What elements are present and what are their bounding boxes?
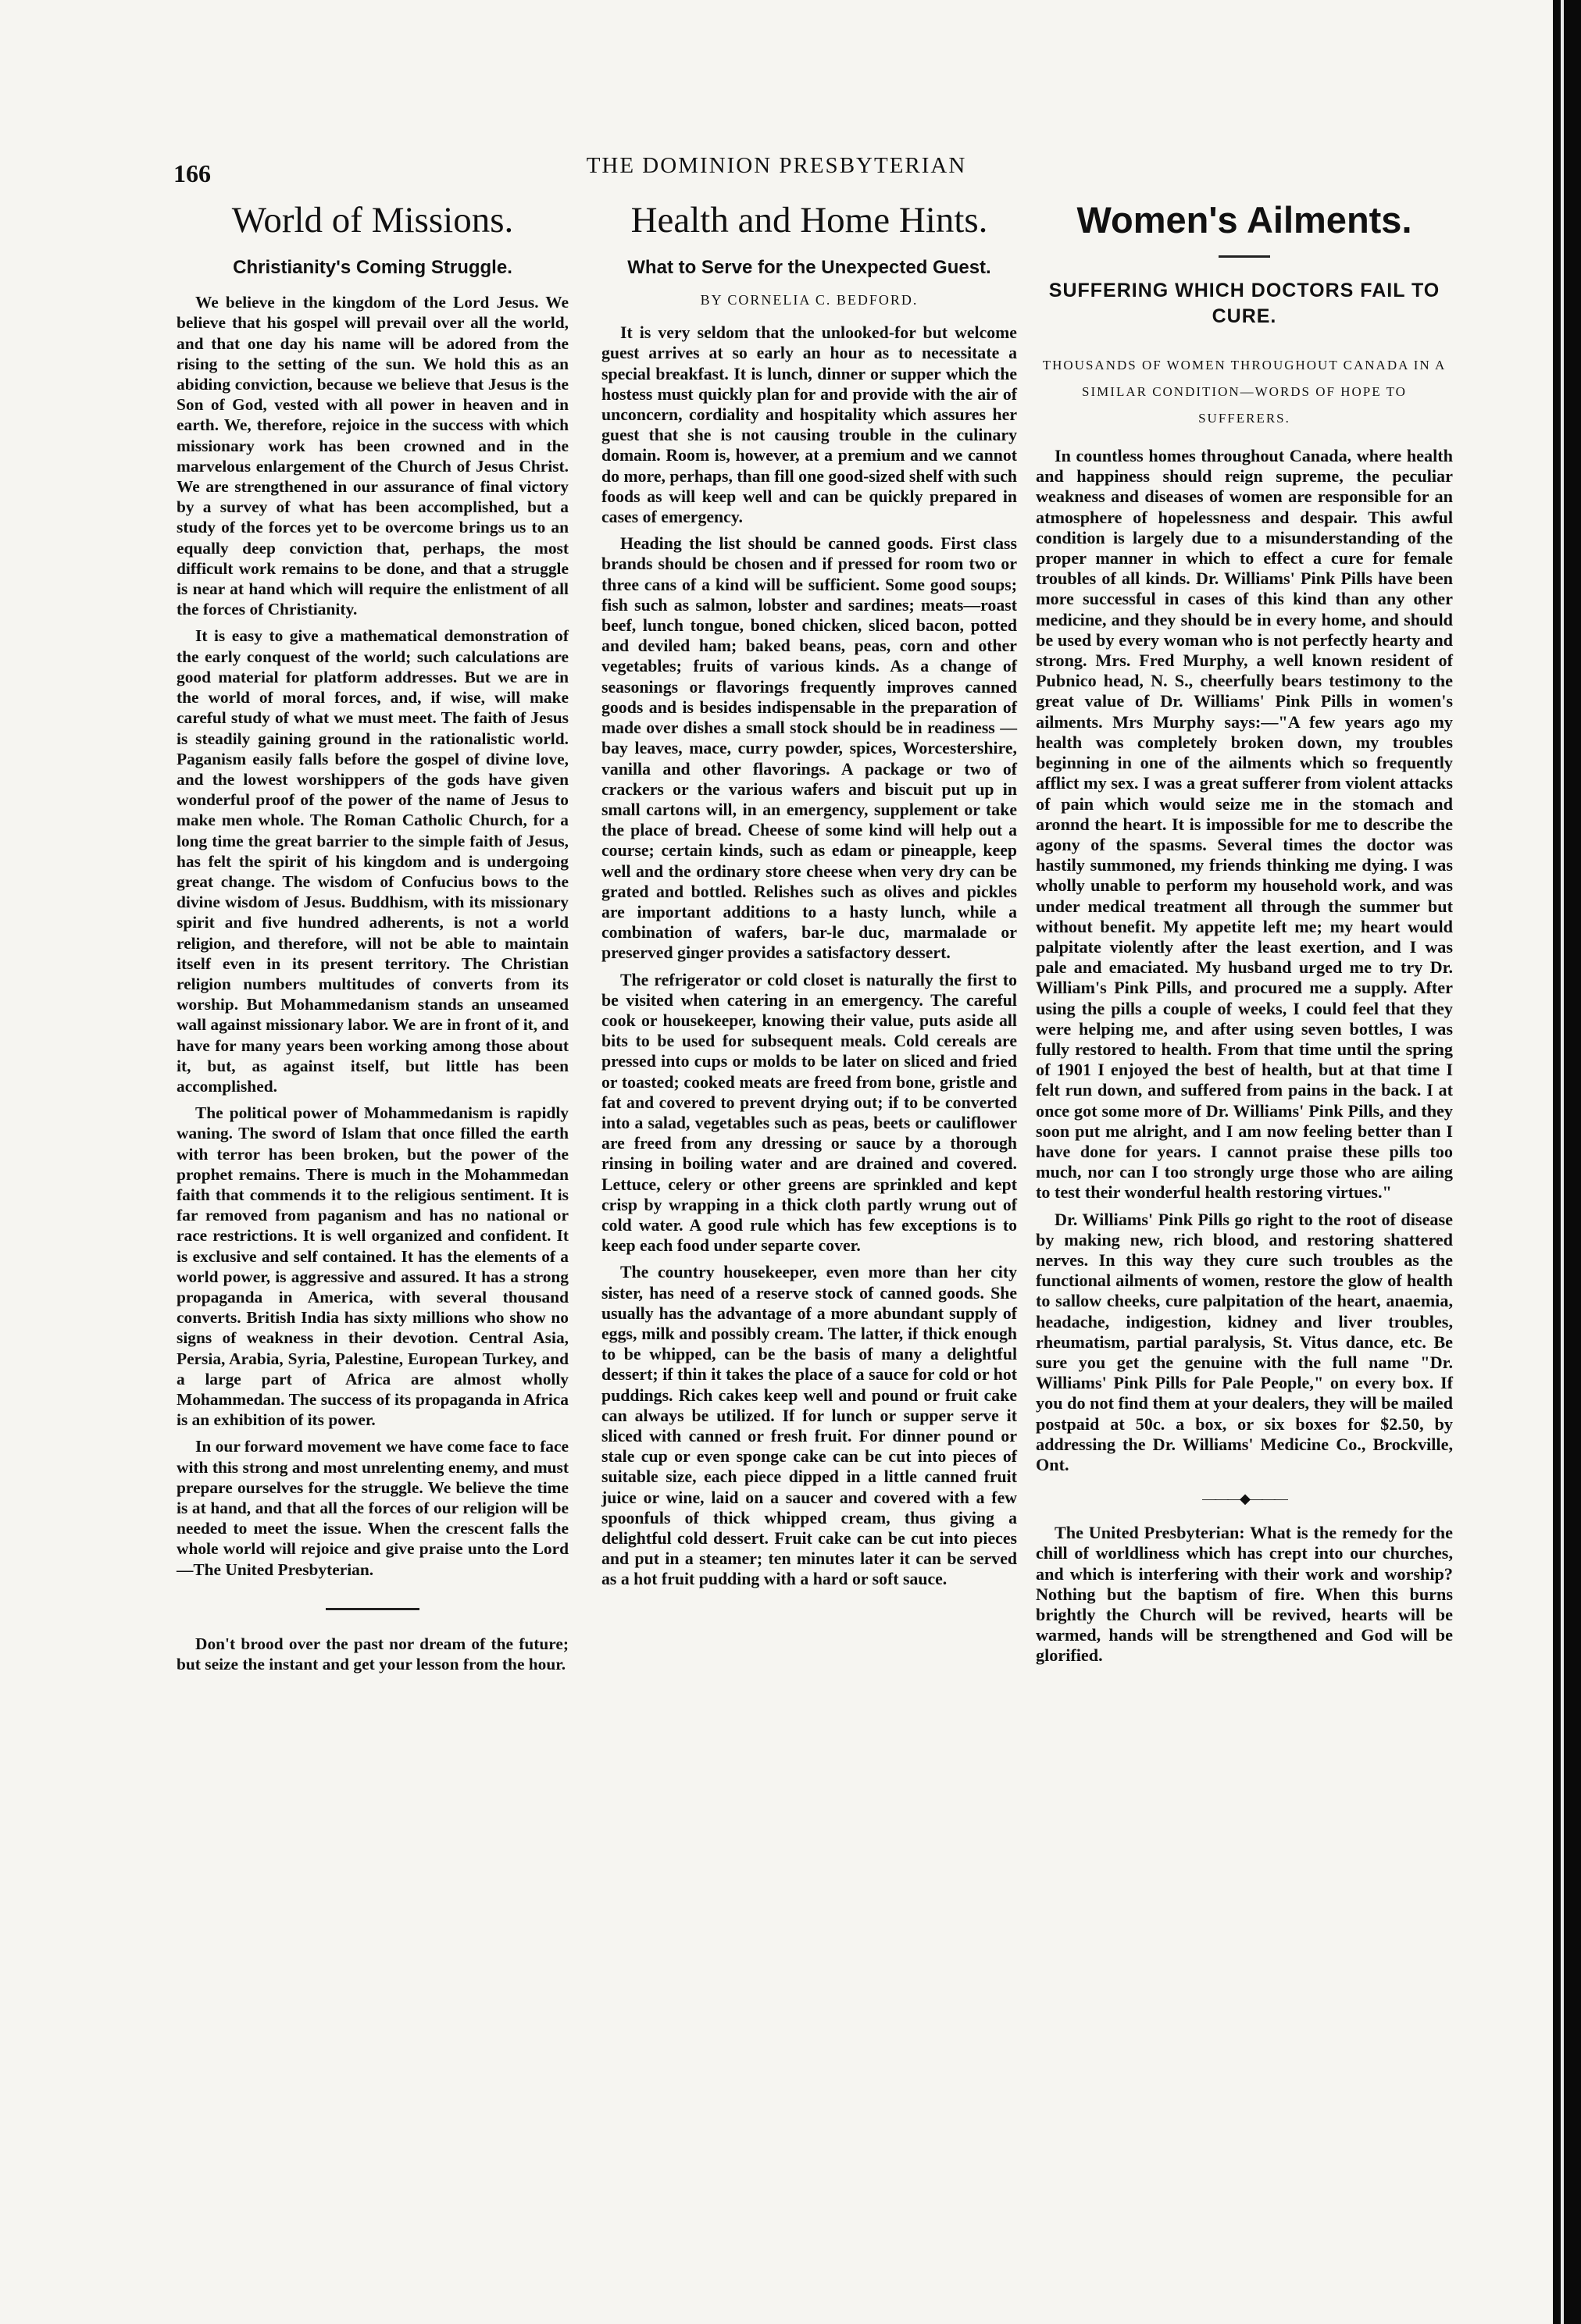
page-number: 166 (173, 159, 211, 187)
article-paragraph: Heading the list should be canned goods. First class brands should be chosen and if pressed for room two or three cans of a kind will be sufficient. Some good soups; fish such as salmon, lobster and sardines; meats—roast beef, lunch tongue, boned chicken, sliced bacon, potted and deviled ham; baked beans, peas, corn and other vegetables; fruits of various kinds. As a change of seasonings or flavorings frequently improves canned goods and is besides indispensable in the preparation of made over dishes a small stock should be in readiness —bay leaves, mace, curry powder, spices, Worcestershire, vanilla and other flavorings. A package or two of crackers or the various wafers and biscuit put up in small cartons will, in an emergency, supplement or take the place of bread. Cheese of some kind will help out a course; certain kinds, such as edam or pineapple, keep well and the ordinary store cheese when very dry can be grated and bottled. Relishes such as olives and pickles are important additions to a hasty lunch, while a combination of wafers, bar-le duc, marmalade or preserved ginger provides a satisfactory dessert. (601, 534, 1017, 963)
column-title: World of Missions. (231, 200, 514, 241)
footer-note: Don't brood over the past nor dream of the future; but seize the instant and get your lesson from the hour. (177, 1634, 569, 1674)
running-head: THE DOMINION PRESBYTERIAN (586, 153, 967, 178)
article-subhead: What to Serve for the Unexpected Guest. (627, 257, 991, 279)
column-title: Health and Home Hints. (630, 200, 988, 241)
column-world-of-missions (177, 199, 569, 1674)
section-divider (326, 1608, 419, 1610)
article-paragraph: The refrigerator or cold closet is naturally the first to be visited when catering in an emergency. The careful cook or housekeeper, knowing their value, puts aside all bits to be used for subsequent meals. Cold cereals are pressed into cups or molds to be later on sliced and fried or toasted; cooked meats are freed from bone, gristle and fat and covered to prevent drying out; if to be converted into a salad, vegetables such as peas, beets or cauliflower are freed from any dressing or sauce by a thorough rinsing in boiling water and are drained and covered. Lettuce, celery or other greens are sprinkled and kept crisp by wrapping in a thick cloth partly wrung out of cold water. A good rule which has few exceptions is to keep each food under separte cover. (601, 970, 1017, 1256)
article-paragraph: It is easy to give a mathematical demonstration of the early conquest of the world; such calculations are good material for platform addresses. But we are in the world of moral forces, and, if wise, will make careful study of what we must meet. The faith of Jesus is steadily gaining ground in the rationalistic world. Paganism easily falls before the gospel of divine love, and the lowest worshippers of the gods have given wonderful proof of the power of the name of Jesus to make men whole. The Roman Catholic Church, for a long time the great barrier to the simple faith of Jesus, has felt the spirit of his kingdom and is undergoing great change. The wisdom of Confucius bows to the divine wisdom of Jesus. Buddhism, with its missionary spirit and five hundred adherents, is not a world religion, and therefore, will not be able to maintain itself even in its present territory. The Christian religion numbers multitudes of converts from its worship. But Mohammedanism stands an unseamed wall against missionary labor. We are in front of it, and have for many years been working among those about it, but, as against itself, but little has been accomplished. (177, 626, 569, 1096)
article-paragraph: It is very seldom that the unlooked-for but welcome guest arrives at so early an hour as to necessitate a special breakfast. It is lunch, dinner or supper which the hostess must quickly plan for and provide with the air of unconcern, cordiality and hospitality which assures her guest that she is not causing trouble in the culinary domain. Room is, however, at a premium and we cannot do more, perhaps, than fill one good-sized shelf with such foods as will keep well and can be quickly prepared in cases of emergency. (601, 323, 1017, 527)
column-title: Women's Ailments. (1076, 199, 1412, 241)
article-paragraph: The political power of Mohammedanism is rapidly waning. The sword of Islam that once filled the earth with terror has been broken, but the power of the prophet remains. There is much in the Mohammedan faith that commends it to the religious sentiment. It is far removed from paganism and has no national or race restrictions. It is well organized and confident. It is exclusive and self contained. It has the elements of a world power, is aggressive and assured. It has a strong propaganda in America, with several thousand converts. British India has sixty millions who show no signs of weakness in their devotion. Central Asia, Persia, Arabia, Syria, Palestine, European Turkey, and a large part of Africa are almost wholly Mohammedan. The success of its propaganda in Africa is an exhibition of its power. (177, 1103, 569, 1430)
title-rule (1219, 255, 1270, 258)
footer-note: The United Presbyterian: What is the remedy for the chill of worldliness which has crept into our churches, and which is interfering with their work and worship? Nothing but the baptism of fire. When this burns brightly the Church will be revived, hearts will be warmed, hands will be strengthened and God will be glorified. (1036, 1523, 1453, 1666)
ornament-divider: ———◆——— (1202, 1491, 1287, 1507)
article-byline: BY CORNELIA C. BEDFORD. (700, 292, 919, 308)
scan-edge (1553, 0, 1581, 2324)
article-paragraph: In countless homes throughout Canada, where health and happiness should reign supreme, the peculiar weakness and diseases of women are responsible for an atmosphere of hopelessness and despair. This awful condition is largely due to a misunderstanding of the proper manner in which to effect a cure for female troubles of all kinds. Dr. Williams' Pink Pills have been more successful in cases of this kind than any other medicine, and they should be in every home, and should be used by every woman who is not perfectly hearty and strong. Mrs. Fred Murphy, a well known resident of Pubnico head, N. S., cheerfully bears testimony to the great value of Dr. Williams' Pink Pills in women's ailments. Mrs Murphy says:—"A few years ago my health was completely broken down, my troubles beginning in one of the ailments which so frequently afflict my sex. I was a great sufferer from violent attacks of pain which would seize me in the stomach and aronnd the heart. It is impossible for me to describe the agony of the spasms. Several times the doctor was hastily summoned, my friends thinking me dying. I was wholly unable to perform my household work, and was under medical treatment all through the summer but without benefit. My appetite left me; my heart would palpitate violently after the least exertion, and I was pale and emaciated. My husband urged me to try Dr. William's Pink Pills, and procured me a supply. After using the pills a couple of weeks, I could feel that they were helping me, and after using seven bottles, I was fully restored to health. From that time until the spring of 1901 I enjoyed the best of health, but at that time I felt run down, and suffered from pains in the back. I at once got some more of Dr. Williams' Pink Pills, and they soon put me alright, and I am now feeling better than I have done for years. I cannot praise these pills too much, nor can I too strongly urge those who are ailing to test their wonderful health restoring virtues." (1036, 446, 1453, 1203)
column-womens-ailments (1036, 199, 1453, 1666)
article-paragraph: Dr. Williams' Pink Pills go right to the root of disease by making new, rich blood, and restoring shattered nerves. In this way they cure such troubles as the functional ailments of women, restore the glow of health to sallow cheeks, cure palpitation of the heart, anaemia, headache, indigestion, kidney and liver troubles, rheumatism, partial paralysis, St. Vitus dance, etc. Be sure you get the genuine with the full name "Dr. Williams' Pink Pills for Pale People," on every box. If you do not find them at your dealers, they will be mailed postpaid at 50c. a box, or six boxes for $2.50, by addressing the Dr. Williams' Medicine Co., Brockville, Ont. (1036, 1209, 1453, 1474)
article-paragraph: In our forward movement we have come face to face with this strong and most unrelenting enemy, and must prepare ourselves for the struggle. We believe the time is at hand, and that all the forces of our religion will be needed to meet the issue. When the crescent falls the whole world will rejoice and give praise unto the Lord—The United Presbyterian. (177, 1437, 569, 1579)
article-subhead: Christianity's Coming Struggle. (233, 257, 512, 279)
scan-edge-line (1561, 0, 1564, 2324)
column-health-and-home (601, 199, 1017, 1590)
article-deck: THOUSANDS OF WOMEN THROUGHOUT CANADA IN A SIMILAR CONDITION—WORDS OF HOPE TO SUFFERERS. (1042, 358, 1447, 426)
article-paragraph: The country housekeeper, even more than her city sister, has need of a reserve stock of canned goods. She usually has the advantage of a more abundant supply of eggs, milk and possibly cream. The latter, if thick enough to be whipped, can be the basis of many a delightful dessert; if thin it takes the place of a sauce for cold or hot puddings. Rich cakes keep well and pound or fruit cake can always be utilized. If for lunch or supper serve it sliced with canned or fresh fruit. For dinner pound or stale cup or even sponge cake can be cut into pieces of suitable size, each piece dipped in a little canned fruit juice or wine, laid on a saucer and covered with a few spoonfuls of thick whipped cream, thus giving a delightful cold dessert. Fruit cake can be cut into pieces and put in a steamer; ten minutes later it can be served as a hot fruit pudding with a hard or soft sauce. (601, 1263, 1017, 1589)
article-paragraph: We believe in the kingdom of the Lord Jesus. We believe that his gospel will prevail over all the world, and that one day his name will be adored from the rising to the setting of the sun. We hold this as an abiding conviction, because we believe that Jesus is the Son of God, vested with all power in heaven and in earth. We, therefore, rejoice in the success with which missionary work has been crowned and in the marvelous enlargement of the Church of Jesus Christ. We are strengthened in our assurance of final victory by a survey of what has been accomplished, but a study of the forces yet to be overcome brings us to an equally deep conviction that, perhaps, the most difficult work remains to be done, and that a struggle is near at hand which will require the enlistment of all the forces of Christianity. (177, 293, 569, 619)
article-subhead: SUFFERING WHICH DOCTORS FAIL TO CURE. (1048, 280, 1440, 327)
